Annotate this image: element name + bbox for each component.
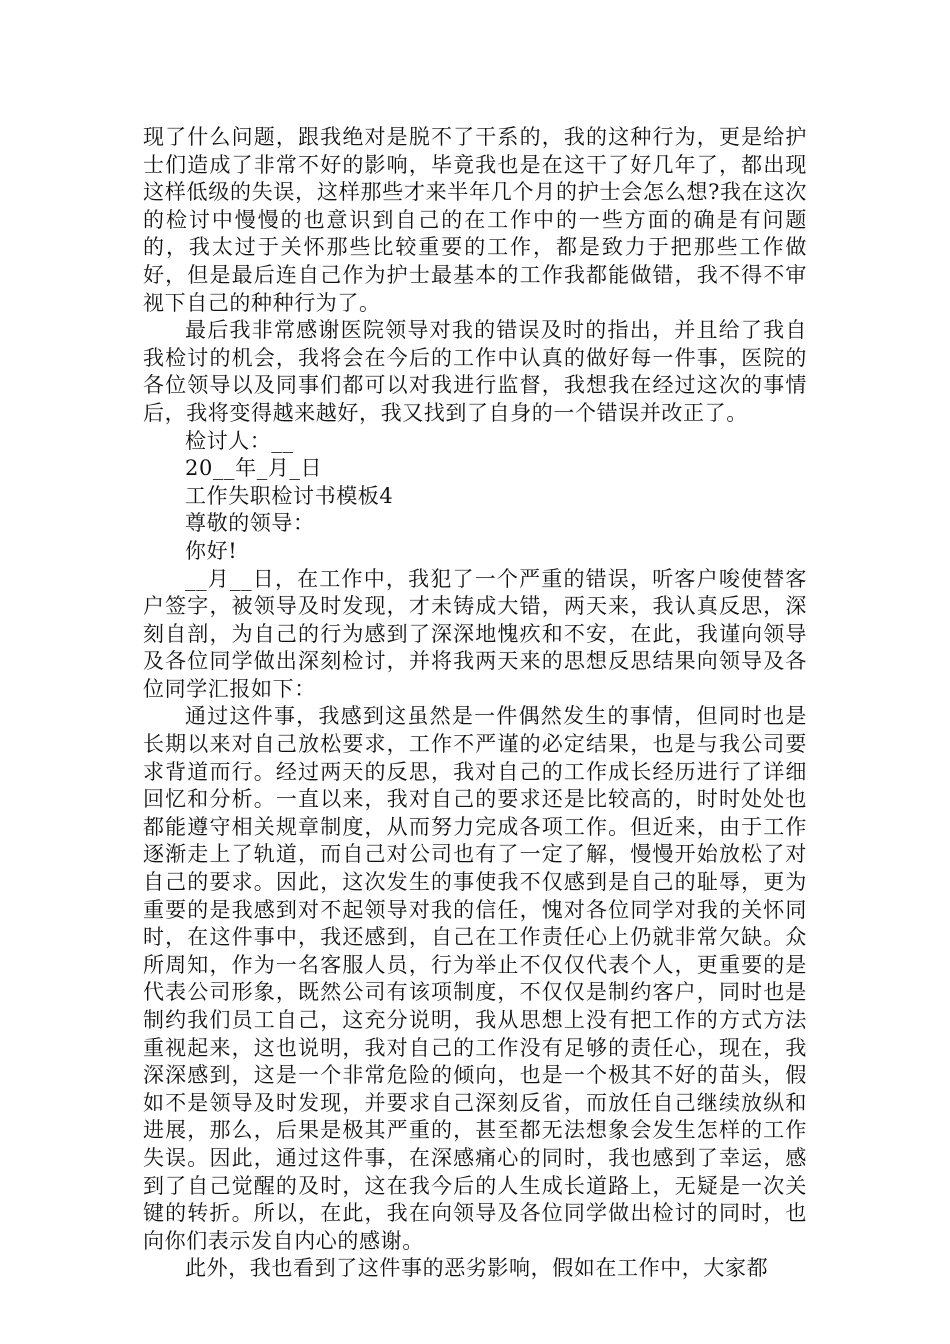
paragraph-reflection: 通过这件事，我感到这虽然是一件偶然发生的事情，但同时也是长期以来对自己放松要求，工作不严谨的必定结果，也是与我公司要求背道而行。经过两天的反思，我对自己的工作成长经历进行了详细回忆和分析。一直以来，我对自己的要求还是比较高的，时时处处也都能遵守相关规章制度，从而努力完成各项工作。但近来，由于工作逐渐走上了轨道，而自己对公司也有了一定了解，慢慢开始放松了对自己的要求。因此，这次发生的事使我不仅感到是自己的耻辱，更为重要的是我感到对不起领导对我的信任，愧对各位同学对我的关怀同时，在这件事中，我还感到，自己在工作责任心上仍就非常欠缺。众所周知，作为一名客服人员，行为举止不仅仅代表个人，更重要的是代表公司形象，既然公司有该项制度，不仅仅是制约客户，同时也是制约我们员工自己，这充分说明，我从思想上没有把工作的方式方法重视起来，这也说明，我对自己的工作没有足够的责任心，现在，我深深感到，这是一个非常危险的倾向，也是一个极其不好的苗头，假如不是领导及时发现，并要求自己深刻反省，而放任自己继续放纵和进展，那么，后果是极其严重的，甚至都无法想象会发生怎样的工作失误。因此，通过这件事，在深感痛心的同时，我也感到了幸运，感到了自己觉醒的及时，这在我今后的人生成长道路上，无疑是一次关键的转折。所以，在此，我在向领导及各位同学做出检讨的同时，也向你们表示发自内心的感谢。 (143, 704, 807, 1253)
paragraph-impact: 此外，我也看到了这件事的恶劣影响，假如在工作中，大家都 (185, 1256, 769, 1281)
salutation: 尊敬的领导： (185, 511, 315, 536)
paragraph-thanks: 最后我非常感谢医院领导对我的错误及时的指出，并且给了我自我检讨的机会，我将会在今后的工作中认真的做好每一件事，医院的各位领导以及同事们都可以对我进行监督，我想我在经过这次的事情后，我将变得越来越好，我又找到了自身的一个错误并改正了。 (143, 318, 807, 425)
paragraph-incident: __月__日，在工作中，我犯了一个严重的错误，听客户唆使替客户签字，被领导及时发现，才未铸成大错，两天来，我认真反思，深刻自剖，为自己的行为感到了深深地愧疚和不安，在此，我谨向领导及各位同学做出深刻检讨，并将我两天来的思想反思结果向领导及各位同学汇报如下： (143, 566, 807, 701)
document-body (143, 124, 807, 1283)
greeting: 你好! (185, 538, 238, 563)
template-heading: 工作失职检讨书模板4 (185, 483, 394, 508)
date-line: 20__年_月_日 (185, 456, 323, 481)
signature-line: 检讨人：__ (185, 428, 294, 453)
paragraph-continuation: 现了什么问题，跟我绝对是脱不了干系的，我的这种行为，更是给护士们造成了非常不好的影响，毕竟我也是在这干了好几年了，都出现这样低级的失误，这样那些才来半年几个月的护士会怎么想?我在这次的检讨中慢慢的也意识到自己的在工作中的一些方面的确是有问题的，我太过于关怀那些比较重要的工作，都是致力于把那些工作做好，但是最后连自己作为护士最基本的工作我都能做错，我不得不审视下自己的种种行为了。 (143, 125, 807, 315)
